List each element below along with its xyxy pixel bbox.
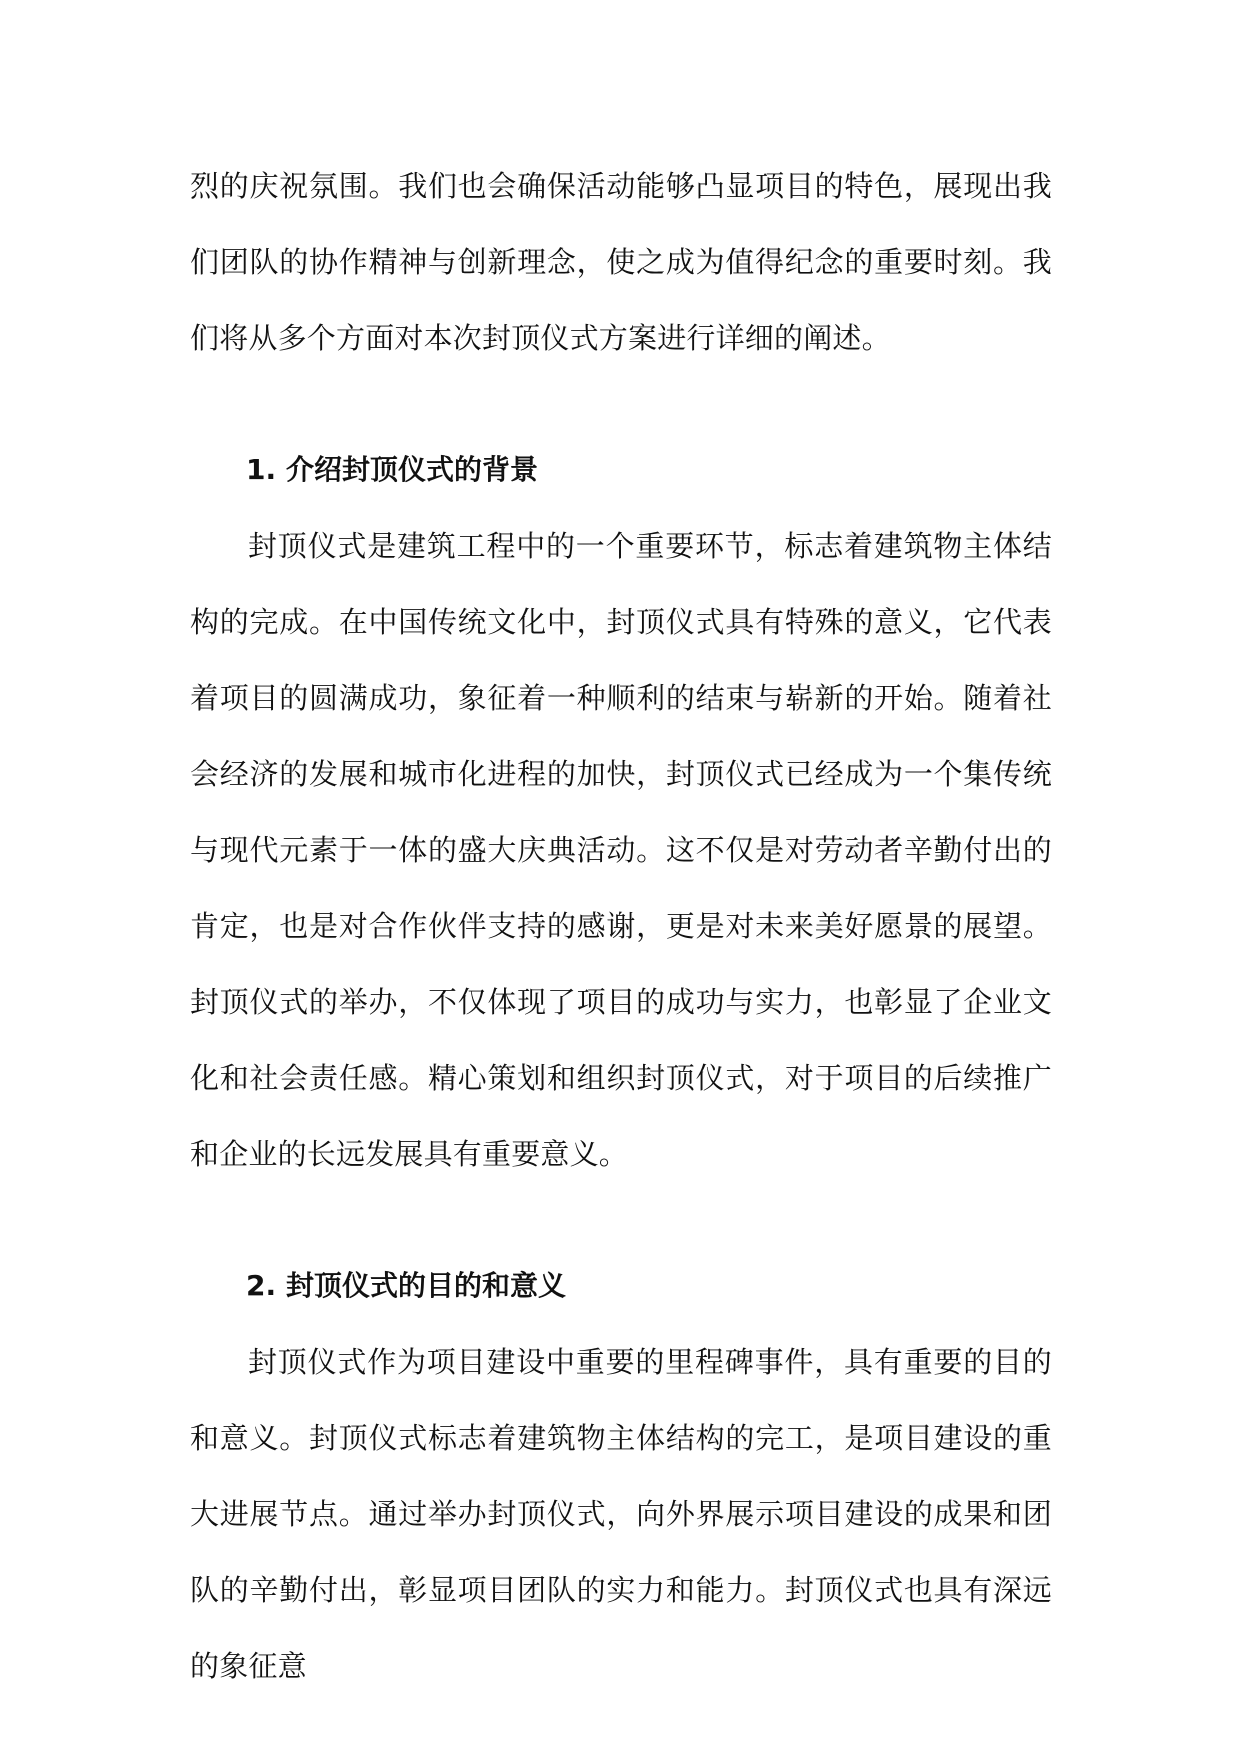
document-body — [190, 148, 1052, 1704]
section-title-2: 封顶仪式的目的和意义 — [286, 1269, 567, 1302]
section-title-1: 介绍封顶仪式的背景 — [286, 453, 539, 486]
section-heading-1 — [190, 432, 1052, 508]
section-number-1: 1. — [246, 453, 277, 486]
section-body-1: 封顶仪式是建筑工程中的一个重要环节，标志着建筑物主体结构的完成。在中国传统文化中，封顶仪式具有特殊的意义，它代表着项目的圆满成功，象征着一种顺利的结束与崭新的开始。随着社会经济的发展和城市化进程的加快，封顶仪式已经成为一个集传统与现代元素于一体的盛大庆典活动。这不仅是对劳动者辛勤付出的肯定，也是对合作伙伴支持的感谢，更是对未来美好愿景的展望。封顶仪式的举办，不仅体现了项目的成功与实力，也彰显了企业文化和社会责任感。精心策划和组织封顶仪式，对于项目的后续推广和企业的长远发展具有重要意义。 — [190, 529, 1052, 1171]
section-body-2: 封顶仪式作为项目建设中重要的里程碑事件，具有重要的目的和意义。封顶仪式标志着建筑物主体结构的完工，是项目建设的重大进展节点。通过举办封顶仪式，向外界展示项目建设的成果和团队的辛勤付出，彰显项目团队的实力和能力。封顶仪式也具有深远的象征意 — [190, 1345, 1052, 1683]
section-number-2: 2. — [246, 1269, 277, 1302]
section-heading-2 — [190, 1248, 1052, 1324]
intro-paragraph: 烈的庆祝氛围。我们也会确保活动能够凸显项目的特色，展现出我们团队的协作精神与创新理念，使之成为值得纪念的重要时刻。我们将从多个方面对本次封顶仪式方案进行详细的阐述。 — [190, 169, 1052, 355]
